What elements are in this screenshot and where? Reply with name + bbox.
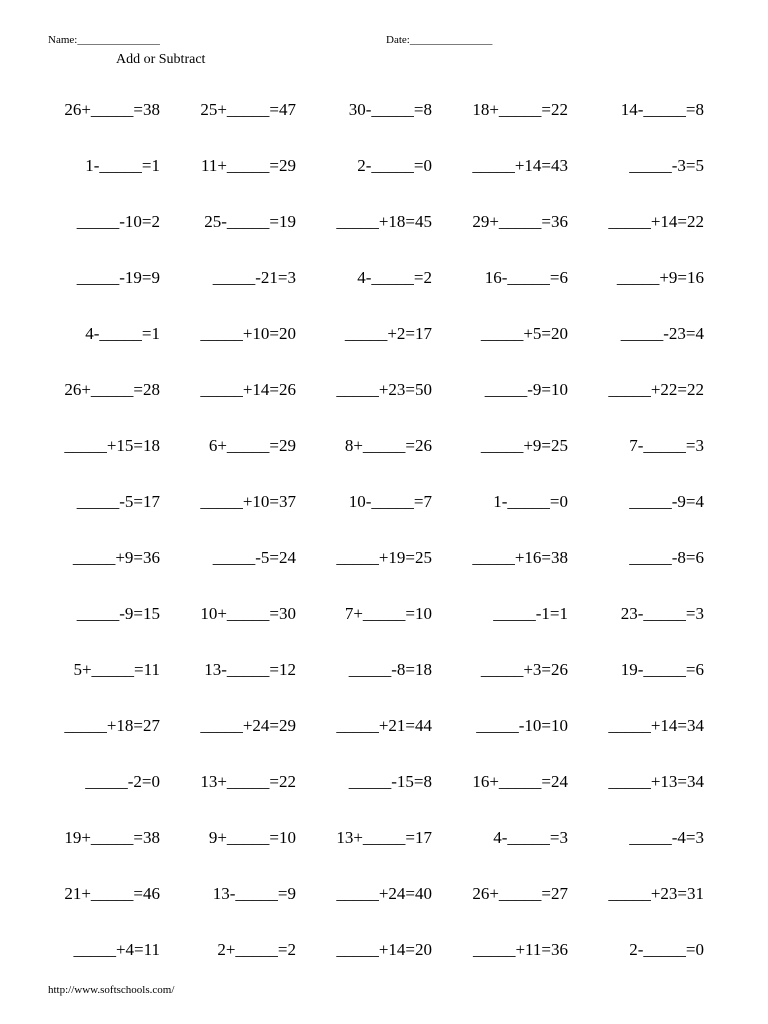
- problem-r10-c3: 7+_____=10: [344, 604, 432, 623]
- problem-r2-c3: 2-_____=0: [357, 156, 432, 175]
- problem-r12-c3: _____+21=44: [336, 716, 432, 735]
- problem-r14-c3: 13+_____=17: [336, 828, 432, 847]
- problem-r3-c1: _____-10=2: [76, 212, 160, 231]
- problem-r16-c3: _____+14=20: [336, 940, 432, 959]
- problem-r2-c4: _____+14=43: [472, 156, 568, 175]
- problem-r4-c4: 16-_____=6: [484, 268, 568, 287]
- problem-r16-c4: _____+11=36: [472, 940, 568, 959]
- problem-r9-c2: _____-5=24: [212, 548, 296, 567]
- problem-r6-c4: _____-9=10: [484, 380, 568, 399]
- problem-r8-c4: 1-_____=0: [493, 492, 568, 511]
- problem-r16-c5: 2-_____=0: [629, 940, 704, 959]
- problem-r4-c1: _____-19=9: [76, 268, 160, 287]
- problem-r6-c1: 26+_____=28: [64, 380, 160, 399]
- problem-r13-c1: _____-2=0: [85, 772, 160, 791]
- worksheet-title: Add or Subtract: [116, 52, 206, 67]
- problem-r15-c4: 26+_____=27: [472, 884, 568, 903]
- problem-r14-c4: 4-_____=3: [493, 828, 568, 847]
- problem-r15-c1: 21+_____=46: [64, 884, 160, 903]
- problem-r1-c5: 14-_____=8: [620, 100, 704, 119]
- problem-r5-c2: _____+10=20: [200, 324, 296, 343]
- problem-r8-c1: _____-5=17: [76, 492, 160, 511]
- problem-r16-c2: 2+_____=2: [217, 940, 296, 959]
- problem-r3-c3: _____+18=45: [336, 212, 432, 231]
- problem-r5-c3: _____+2=17: [344, 324, 432, 343]
- problem-r11-c3: _____-8=18: [348, 660, 432, 679]
- problem-r16-c1: _____+4=11: [73, 940, 160, 959]
- problem-r10-c2: 10+_____=30: [200, 604, 296, 623]
- problem-r12-c2: _____+24=29: [200, 716, 296, 735]
- problem-r3-c4: 29+_____=36: [472, 212, 568, 231]
- problem-r12-c4: _____-10=10: [476, 716, 568, 735]
- problem-r9-c5: _____-8=6: [629, 548, 704, 567]
- problem-r11-c1: 5+_____=11: [73, 660, 160, 679]
- date-field: Date:_______________: [386, 34, 493, 46]
- problem-r8-c5: _____-9=4: [629, 492, 704, 511]
- problem-r8-c3: 10-_____=7: [348, 492, 432, 511]
- problem-r3-c2: 25-_____=19: [204, 212, 296, 231]
- problem-r7-c1: _____+15=18: [64, 436, 160, 455]
- problem-grid: [28, 96, 716, 992]
- problem-r5-c4: _____+5=20: [480, 324, 568, 343]
- problem-r12-c1: _____+18=27: [64, 716, 160, 735]
- problem-r4-c3: 4-_____=2: [357, 268, 432, 287]
- problem-r6-c2: _____+14=26: [200, 380, 296, 399]
- problem-r1-c2: 25+_____=47: [200, 100, 296, 119]
- problem-r4-c5: _____+9=16: [616, 268, 704, 287]
- problem-r1-c3: 30-_____=8: [348, 100, 432, 119]
- problem-r8-c2: _____+10=37: [200, 492, 296, 511]
- problem-r14-c2: 9+_____=10: [208, 828, 296, 847]
- problem-r10-c5: 23-_____=3: [620, 604, 704, 623]
- problem-r6-c5: _____+22=22: [608, 380, 704, 399]
- problem-r12-c5: _____+14=34: [608, 716, 704, 735]
- problem-r11-c4: _____+3=26: [480, 660, 568, 679]
- problem-r13-c3: _____-15=8: [348, 772, 432, 791]
- problem-r7-c5: 7-_____=3: [629, 436, 704, 455]
- problem-r13-c2: 13+_____=22: [200, 772, 296, 791]
- problem-r15-c5: _____+23=31: [608, 884, 704, 903]
- problem-r14-c5: _____-4=3: [629, 828, 704, 847]
- problem-r13-c5: _____+13=34: [608, 772, 704, 791]
- problem-r9-c3: _____+19=25: [336, 548, 432, 567]
- problem-r7-c2: 6+_____=29: [208, 436, 296, 455]
- problem-r1-c1: 26+_____=38: [64, 100, 160, 119]
- problem-r14-c1: 19+_____=38: [64, 828, 160, 847]
- problem-r10-c4: _____-1=1: [493, 604, 568, 623]
- problem-r6-c3: _____+23=50: [336, 380, 432, 399]
- problem-r2-c5: _____-3=5: [629, 156, 704, 175]
- problem-r13-c4: 16+_____=24: [472, 772, 568, 791]
- problem-r15-c3: _____+24=40: [336, 884, 432, 903]
- problem-r7-c3: 8+_____=26: [344, 436, 432, 455]
- problem-r5-c1: 4-_____=1: [85, 324, 160, 343]
- problem-r9-c1: _____+9=36: [72, 548, 160, 567]
- problem-r15-c2: 13-_____=9: [212, 884, 296, 903]
- problem-r11-c2: 13-_____=12: [204, 660, 296, 679]
- problem-r1-c4: 18+_____=22: [472, 100, 568, 119]
- problem-r7-c4: _____+9=25: [480, 436, 568, 455]
- problem-r4-c2: _____-21=3: [212, 268, 296, 287]
- problem-r2-c2: 11+_____=29: [200, 156, 296, 175]
- problem-r5-c5: _____-23=4: [620, 324, 704, 343]
- problem-r9-c4: _____+16=38: [472, 548, 568, 567]
- problem-r3-c5: _____+14=22: [608, 212, 704, 231]
- problem-r2-c1: 1-_____=1: [85, 156, 160, 175]
- problem-r11-c5: 19-_____=6: [620, 660, 704, 679]
- footer-url[interactable]: http://www.softschools.com/: [48, 984, 175, 996]
- name-field: Name:_______________: [48, 34, 160, 46]
- problem-r10-c1: _____-9=15: [76, 604, 160, 623]
